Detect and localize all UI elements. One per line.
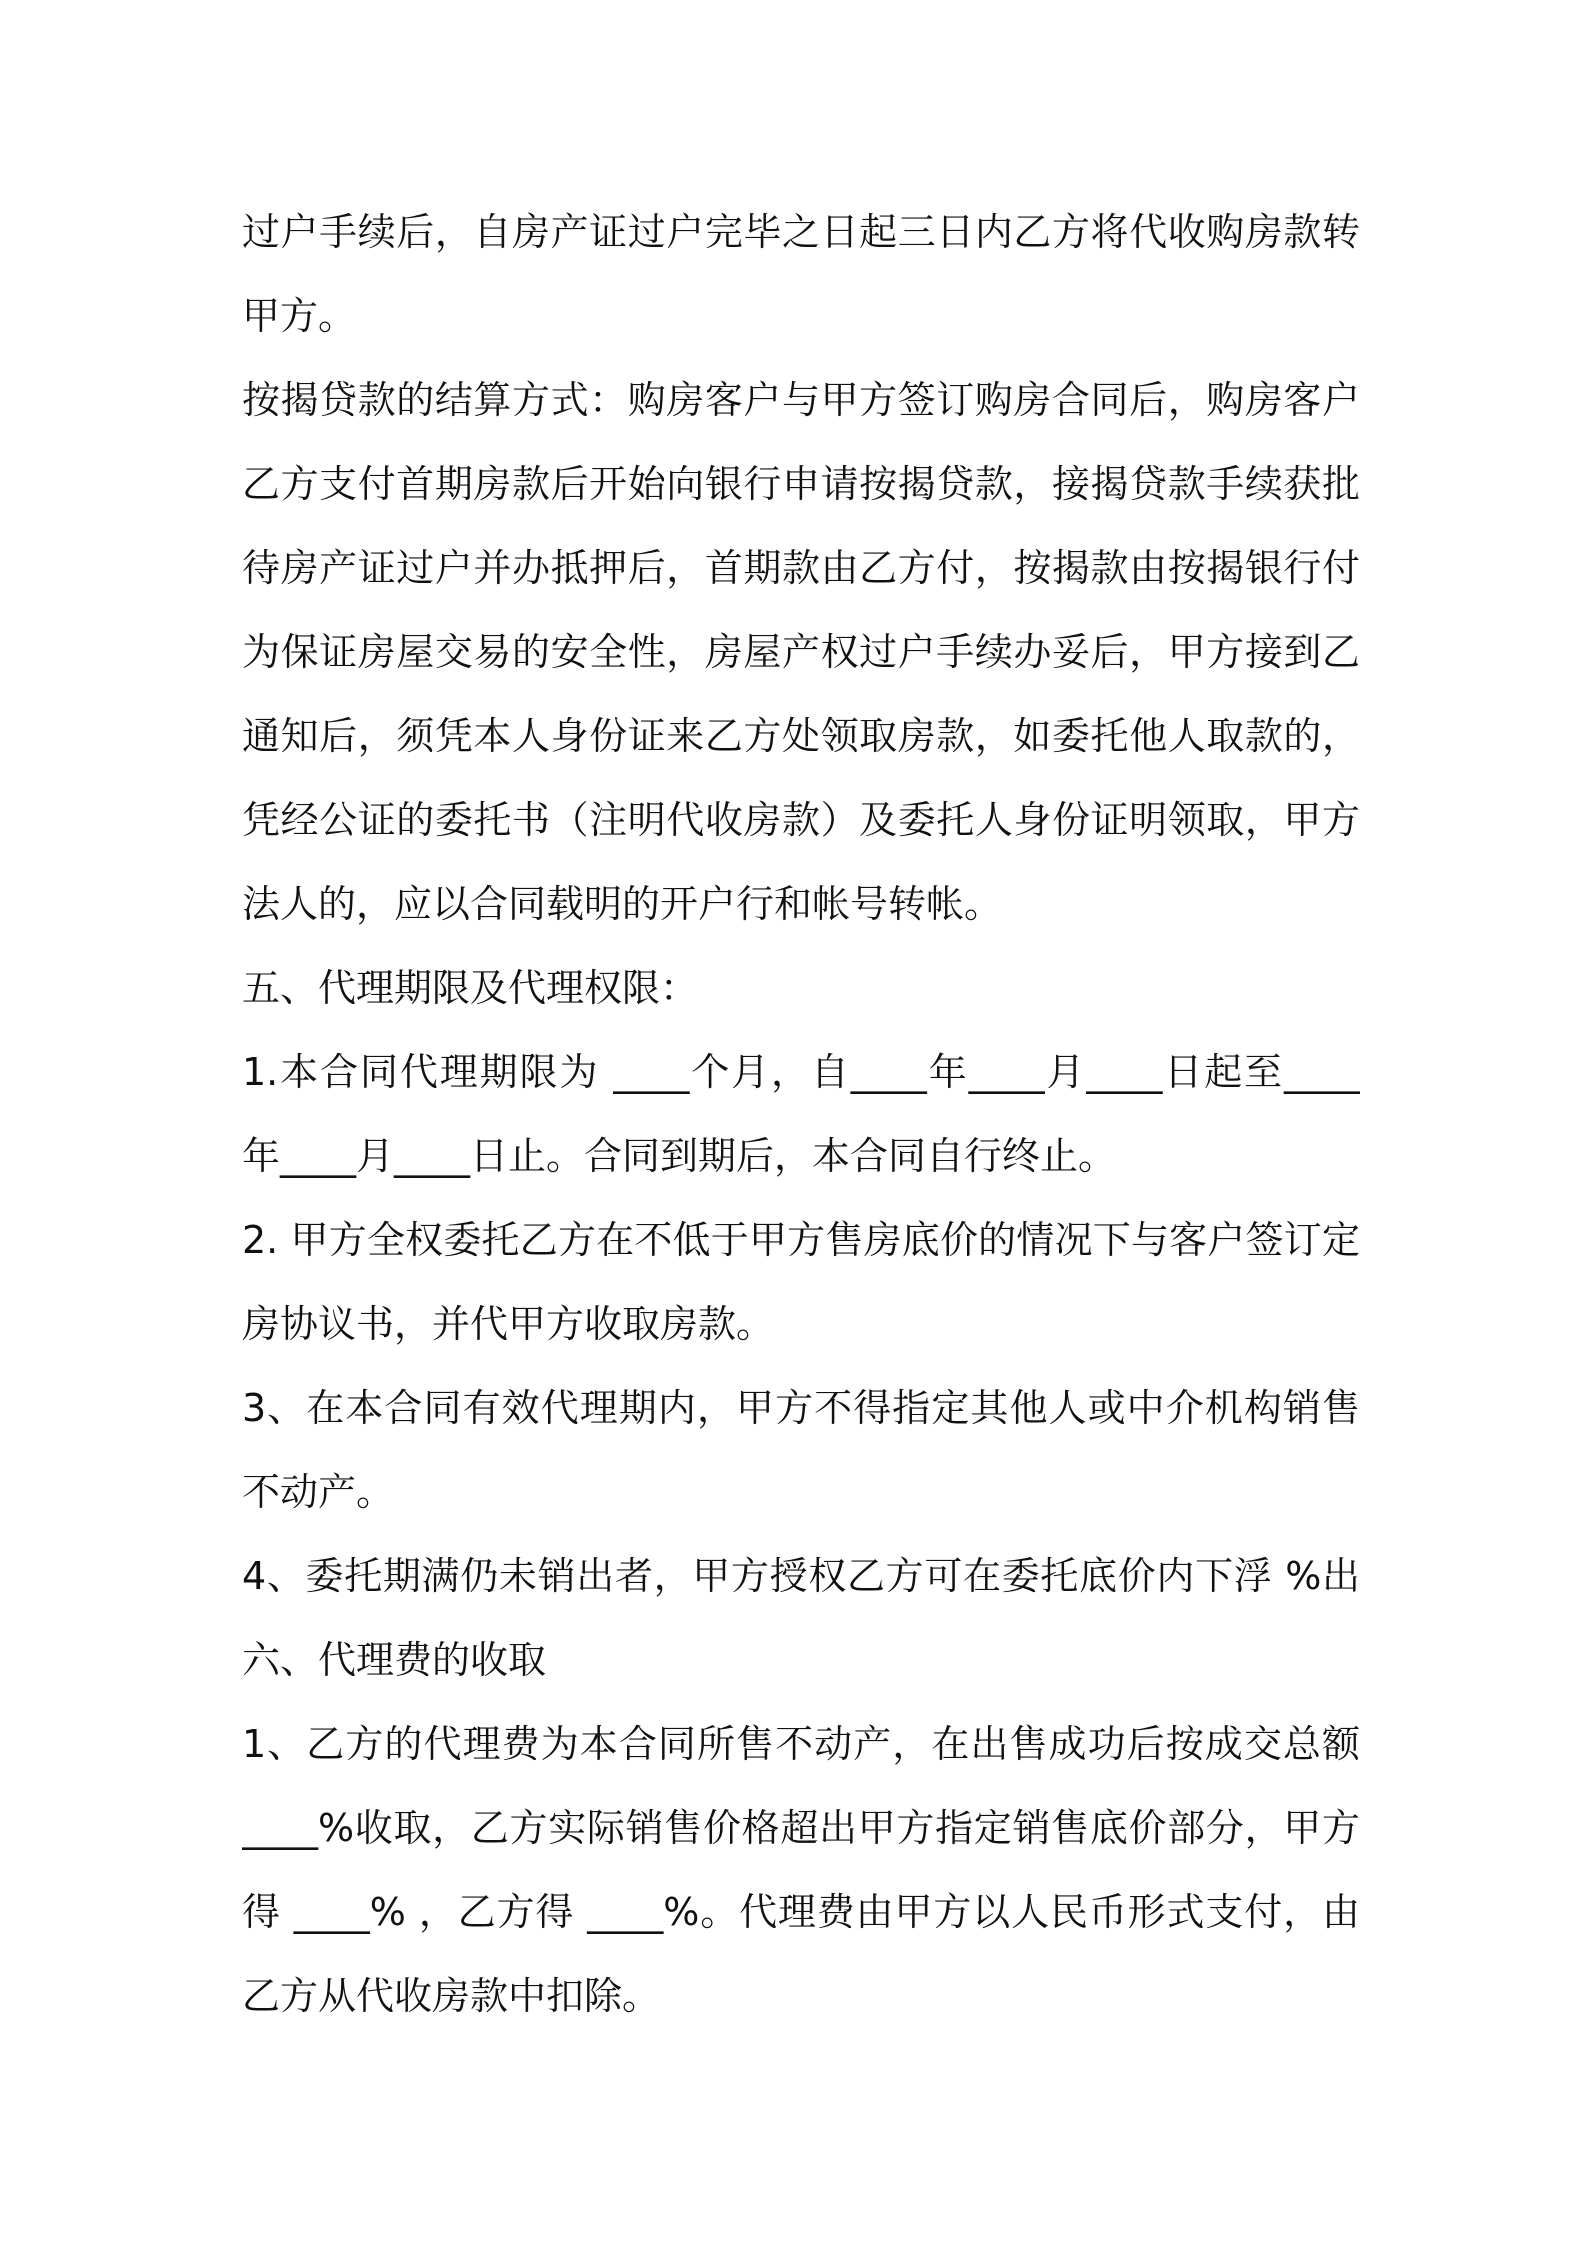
- document-line: 按揭贷款的结算方式：购房客户与甲方签订购房合同后，购房客户: [242, 378, 1360, 422]
- document-line: 得 ____% ，乙方得 ____%。代理费由甲方以人民币形式支付，由: [242, 1890, 1360, 1934]
- document-line: 五、代理期限及代理权限：: [242, 966, 699, 1010]
- document-line: 房协议书，并代甲方收取房款。: [242, 1302, 775, 1346]
- document-line: 过户手续后，自房产证过户完毕之日起三日内乙方将代收购房款转: [242, 210, 1360, 254]
- document-line: 乙方从代收房款中扣除。: [242, 1974, 661, 2018]
- document-line: 凭经公证的委托书（注明代收房款）及委托人身份证明领取，甲方: [242, 798, 1360, 842]
- document-line: 通知后，须凭本人身份证来乙方处领取房款，如委托他人取款的，: [242, 714, 1360, 758]
- document-line: 年____月____日止。合同到期后，本合同自行终止。: [242, 1134, 1117, 1178]
- document-line: 待房产证过户并办抵押后，首期款由乙方付，按揭款由按揭银行付: [242, 546, 1360, 590]
- document-line: 不动产。: [242, 1470, 395, 1514]
- document-line: 2. 甲方全权委托乙方在不低于甲方售房底价的情况下与客户签订定: [242, 1218, 1360, 1262]
- document-line: 乙方支付首期房款后开始向银行申请按揭贷款，接揭贷款手续获批: [242, 462, 1360, 506]
- document-line: 1、乙方的代理费为本合同所售不动产，在出售成功后按成交总额: [242, 1722, 1360, 1766]
- document-body: [242, 190, 1360, 2038]
- document-line: 为保证房屋交易的安全性，房屋产权过户手续办妥后，甲方接到乙: [242, 630, 1360, 674]
- document-line: 3、在本合同有效代理期内，甲方不得指定其他人或中介机构销售: [242, 1386, 1360, 1430]
- document-line: 六、代理费的收取: [242, 1638, 547, 1682]
- document-line: 甲方。: [242, 294, 357, 338]
- document-line: ____%收取，乙方实际销售价格超出甲方指定销售底价部分，甲方: [242, 1806, 1360, 1850]
- document-line: 1.本合同代理期限为 ____个月，自____年____月____日起至____: [242, 1050, 1360, 1094]
- document-line: 法人的，应以合同载明的开户行和帐号转帐。: [242, 882, 1003, 926]
- document-line: 4、委托期满仍未销出者，甲方授权乙方可在委托底价内下浮 %出: [242, 1554, 1360, 1598]
